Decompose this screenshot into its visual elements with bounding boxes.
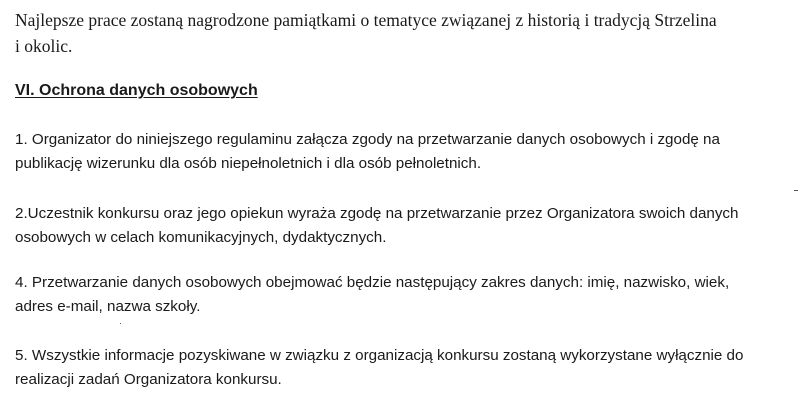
paragraph-3-line-2: adres e-mail, nazwa szkoły. [15,298,201,315]
paragraph-4-line-2: realizacji zadań Organizatora konkursu. [15,371,282,388]
paragraph-2-line-2: osobowych w celach komunikacyjnych, dydaktycznych. [15,229,387,246]
paragraph-1-line-2: publikację wizerunku dla osób niepełnoletnich i dla osób pełnoletnich. [15,155,482,172]
paragraph-3 [15,271,785,319]
paragraph-2 [15,202,785,250]
paragraph-3-line-1: 4. Przetwarzanie danych osobowych obejmować będzie następujący zakres danych: imię, nazwisko, wiek, [15,274,730,291]
intro-line-1: Najlepsze prace zostaną nagrodzone pamiątkami o tematyce związanej z historią i tradycją Strzelina [15,10,717,30]
paragraph-4-line-1: 5. Wszystkie informacje pozyskiwane w związku z organizacją konkursu zostaną wykorzystane wyłącznie do [15,347,744,364]
scan-speck [120,323,121,324]
paragraph-4 [15,344,785,392]
intro-paragraph [15,7,785,59]
paragraph-1 [15,128,785,176]
scan-mark [794,190,798,191]
paragraph-2-line-1: 2.Uczestnik konkursu oraz jego opiekun wyraża zgodę na przetwarzanie przez Organizatora swoich danych [15,205,739,222]
intro-line-2: i okolic. [15,36,73,56]
section-heading: VI. Ochrona danych osobowych [15,82,258,99]
paragraph-1-line-1: 1. Organizator do niniejszego regulaminu załącza zgody na przetwarzanie danych osobowych i zgodę na [15,131,720,148]
